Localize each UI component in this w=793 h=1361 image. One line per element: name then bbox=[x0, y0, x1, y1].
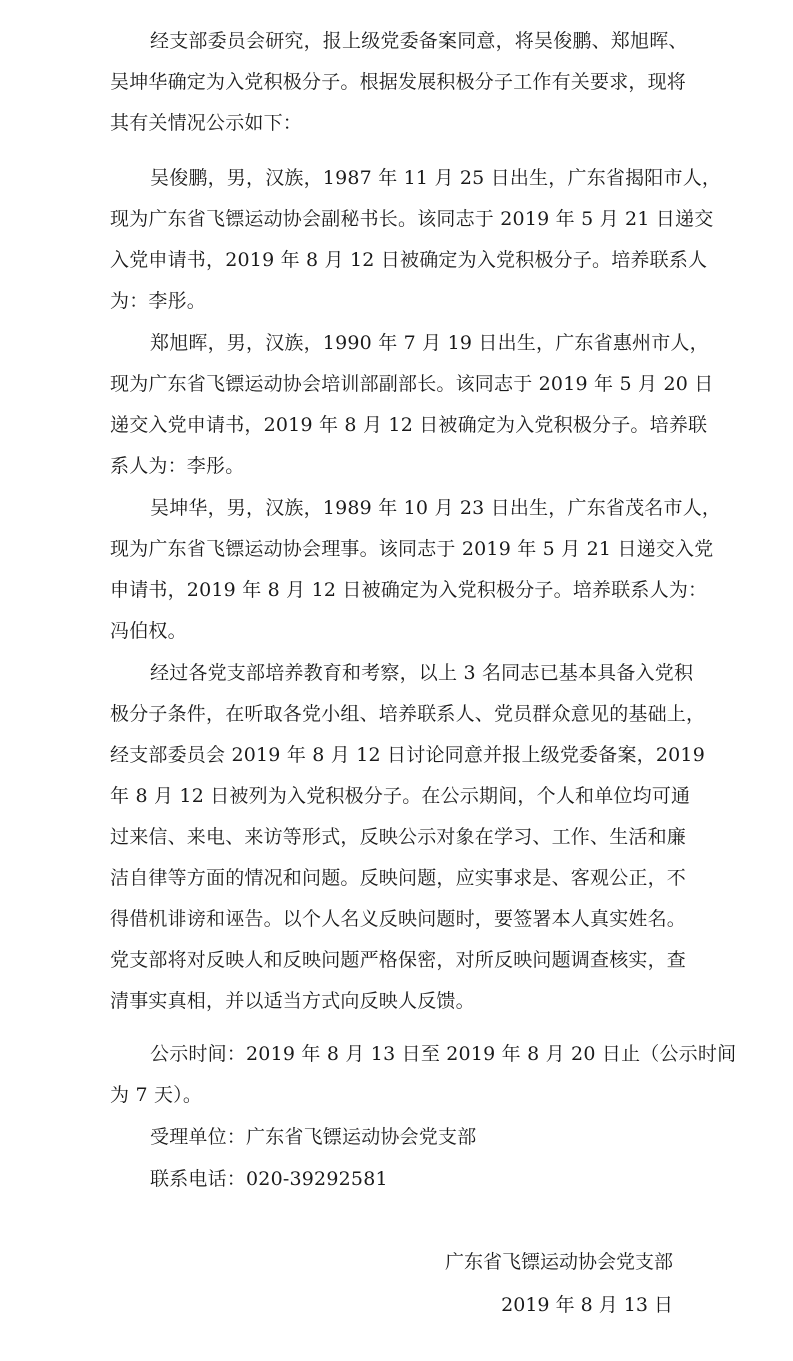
person3-line: 吴坤华，男，汉族，1989 年 10 月 23 日出生，广东省茂名市人， bbox=[150, 497, 722, 519]
signature-organization: 广东省飞镖运动协会党支部 bbox=[444, 1251, 673, 1273]
person1-line: 入党申请书，2019 年 8 月 12 日被确定为入党积极分子。培养联系人 bbox=[110, 249, 708, 271]
period-line: 为 7 天）。 bbox=[110, 1084, 203, 1106]
person3-line: 现为广东省飞镖运动协会理事。该同志于 2019 年 5 月 21 日递交入党 bbox=[110, 538, 714, 560]
person2-line: 郑旭晖，男，汉族，1990 年 7 月 19 日出生，广东省惠州市人， bbox=[150, 332, 709, 354]
summary-line: 过来信、来电、来访等形式，反映公示对象在学习、工作、生活和廉 bbox=[110, 826, 687, 848]
summary-line: 得借机诽谤和诬告。以个人名义反映问题时，要签署本人真实姓名。 bbox=[110, 908, 687, 930]
intro-line: 其有关情况公示如下： bbox=[110, 112, 303, 134]
summary-line: 洁自律等方面的情况和问题。反映问题，应实事求是、客观公正，不 bbox=[110, 867, 687, 889]
summary-line: 经过各党支部培养教育和考察，以上 3 名同志已基本具备入党积 bbox=[150, 662, 694, 684]
person3-line: 冯伯权。 bbox=[110, 620, 187, 642]
summary-line: 极分子条件，在听取各党小组、培养联系人、党员群众意见的基础上， bbox=[110, 703, 706, 725]
person3-paragraph bbox=[110, 488, 722, 652]
summary-line: 年 8 月 12 日被列为入党积极分子。在公示期间，个人和单位均可通 bbox=[110, 785, 691, 807]
person2-line: 现为广东省飞镖运动协会培训部副部长。该同志于 2019 年 5 月 20 日 bbox=[110, 373, 714, 395]
intro-line: 吴坤华确定为入党积极分子。根据发展积极分子工作有关要求，现将 bbox=[110, 71, 687, 93]
person2-line: 系人为：李彤。 bbox=[110, 455, 245, 477]
summary-line: 经支部委员会 2019 年 8 月 12 日讨论同意并报上级党委备案，2019 bbox=[110, 744, 706, 766]
intro-line: 经支部委员会研究，报上级党委备案同意，将吴俊鹏、郑旭晖、 bbox=[150, 30, 688, 52]
person1-paragraph bbox=[110, 158, 722, 322]
person1-line: 现为广东省飞镖运动协会副秘书长。该同志于 2019 年 5 月 21 日递交 bbox=[110, 208, 714, 230]
contact-phone: 联系电话：020-39292581 bbox=[150, 1168, 388, 1190]
summary-line: 清事实真相，并以适当方式向反映人反馈。 bbox=[110, 990, 475, 1012]
period-line: 公示时间：2019 年 8 月 13 日至 2019 年 8 月 20 日止（公示时间 bbox=[150, 1043, 737, 1065]
period-paragraph bbox=[110, 1034, 737, 1116]
accepting-unit: 受理单位：广东省飞镖运动协会党支部 bbox=[150, 1126, 477, 1148]
summary-paragraph bbox=[110, 653, 706, 1022]
person2-paragraph bbox=[110, 323, 714, 487]
person2-line: 递交入党申请书，2019 年 8 月 12 日被确定为入党积极分子。培养联 bbox=[110, 414, 708, 436]
person1-line: 吴俊鹏，男，汉族，1987 年 11 月 25 日出生，广东省揭阳市人， bbox=[150, 167, 722, 189]
intro-paragraph bbox=[110, 21, 690, 144]
person3-line: 申请书，2019 年 8 月 12 日被确定为入党积极分子。培养联系人为： bbox=[110, 579, 708, 601]
summary-line: 党支部将对反映人和反映问题严格保密，对所反映问题调查核实，查 bbox=[110, 949, 687, 971]
person1-line: 为：李彤。 bbox=[110, 290, 207, 312]
signature-date: 2019 年 8 月 13 日 bbox=[501, 1294, 673, 1316]
